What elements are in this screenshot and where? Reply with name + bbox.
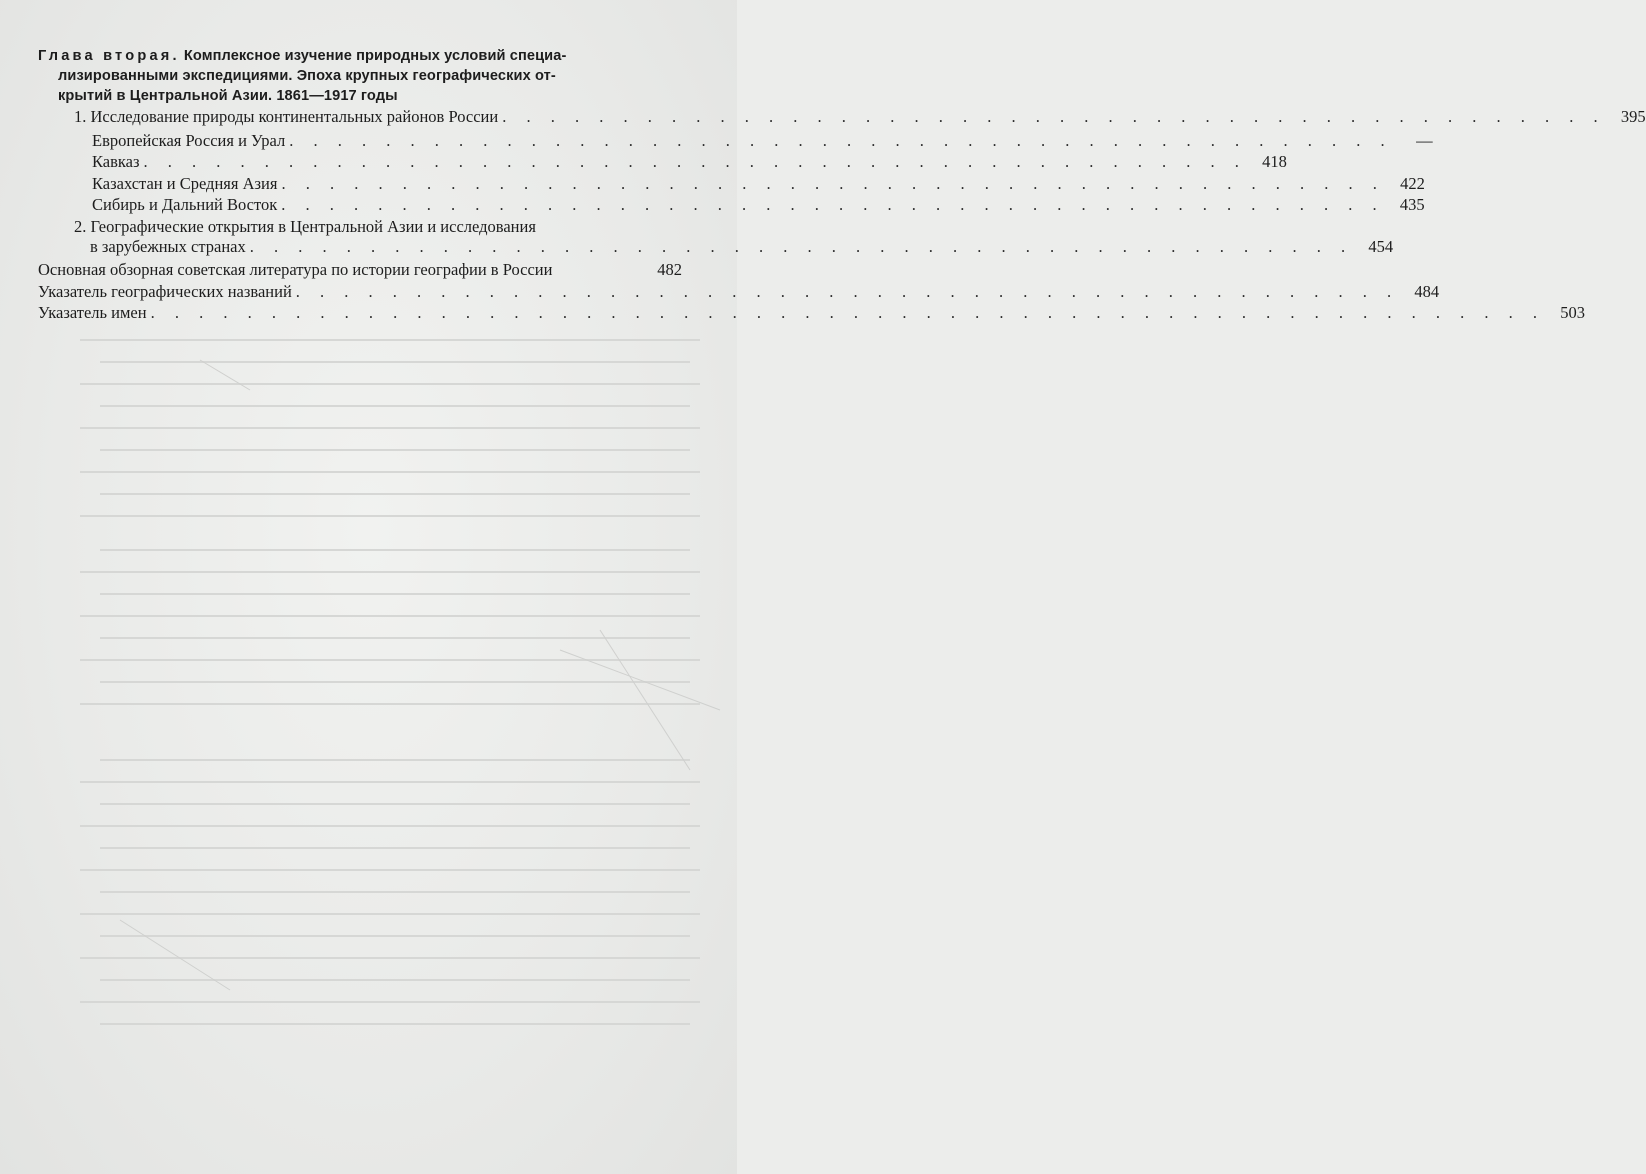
toc-entry-title: Указатель географических названий <box>38 282 292 301</box>
toc-entry-page: 422 <box>1400 174 1425 193</box>
show-through-background <box>0 300 737 1174</box>
toc-entry-section-1 <box>74 106 1646 128</box>
toc-entry-literature <box>38 259 682 281</box>
toc-entry-page: 435 <box>1399 195 1425 214</box>
toc-entry-name-index <box>38 302 1585 324</box>
chapter-title-line-3: крытий в Центральной Азии. 1861—1917 годы <box>58 88 398 104</box>
toc-entry-title: Кавказ <box>92 152 140 171</box>
leader-dots: . . . . . . . . . . . . . . . . . . . . . . . . . . . . . . . . . . . . . . . . . . . . . . <box>249 237 1354 256</box>
toc-entry-kazakhstan <box>92 173 1425 195</box>
toc-entry-title: Казахстан и Средняя Азия <box>92 174 278 193</box>
toc-entry-page: 484 <box>1414 282 1440 301</box>
leader-dots: . . . . . . . . . . . . . . . . . . . . . . . . . . . . . . . . . . . . . . . . . . . . . . <box>502 107 1606 126</box>
toc-entry-page: 418 <box>1262 152 1287 171</box>
leader-dots: . . . . . . . . . . . . . . . . . . . . . . . . . . . . . . . . . . . . . . . . . . . . . . <box>281 195 1385 214</box>
toc-entry-page: 482 <box>657 260 682 279</box>
toc-entry-title: 1. Исследование природы континентальных районов России <box>74 107 499 126</box>
chapter-label: Глава вторая. <box>38 48 180 64</box>
toc-entry-caucasus <box>92 151 1287 173</box>
toc-entry-section-2 <box>90 236 1394 258</box>
chapter-title-line-2: лизированными экспедициями. Эпоха крупных географических от- <box>58 68 556 84</box>
toc-entry-european-russia <box>92 130 1433 152</box>
toc-entry-geo-index <box>38 281 1440 303</box>
leader-dots: . . . . . . . . . . . . . . . . . . . . . . . . . . . . . . . . . . . . . . . . . . . . . . <box>281 174 1385 193</box>
toc-entry-title: Европейская Россия и Урал <box>92 131 286 150</box>
toc-entry-title: в зарубежных странах <box>90 237 246 256</box>
toc-entry-title: Указатель имен <box>38 303 147 322</box>
chapter-heading <box>38 46 680 106</box>
toc-entry-section-2-line-1: 2. Географические открытия в Центральной Азии и исследования <box>74 217 536 236</box>
leader-dots: . . . . . . . . . . . . . . . . . . . . . . . . . . . . . . . . . . . . . . . . . . . . . . <box>295 282 1400 301</box>
toc-entry-page: 503 <box>1560 303 1585 322</box>
chapter-title-line-1: Комплексное изучение природных условий специа- <box>183 48 567 64</box>
toc-entry-title: Сибирь и Дальний Восток <box>92 195 278 214</box>
leader-dots: . . . . . . . . . . . . . . . . . . . . . . . . . . . . . . . . . . . . . . . . . . . . . . . . . . . . . . . . . . <box>150 303 1545 322</box>
leader-dots: . . . . . . . . . . . . . . . . . . . . . . . . . . . . . . . . . . . . . . . . . . . . . . <box>143 152 1247 171</box>
toc-entry-title: Основная обзорная советская литература по истории географии в России <box>38 260 553 279</box>
toc-entry-siberia <box>92 194 1425 216</box>
toc-entry-page: — <box>1416 131 1433 150</box>
leader-dots: . . . . . . . . . . . . . . . . . . . . . . . . . . . . . . . . . . . . . . . . . . . . . . <box>289 131 1393 150</box>
toc-entry-page: 395 <box>1620 107 1646 126</box>
toc-entry-page: 454 <box>1368 237 1394 256</box>
